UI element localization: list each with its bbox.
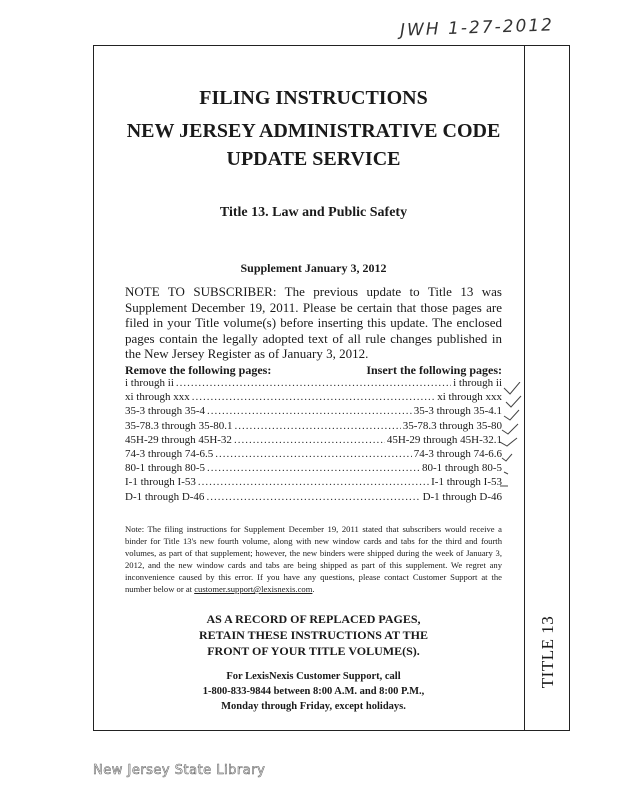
insert-header: Insert the following pages:	[366, 363, 502, 377]
table-row: 74-3 through 74-6.5 ..... 74-3 through 74-6.6	[125, 448, 502, 462]
table-row: i through ii ..... i through ii	[125, 377, 502, 391]
spine-label: TITLE 13	[538, 615, 557, 689]
note-to-subscriber: NOTE TO SUBSCRIBER: The previous update to Title 13 was Supplement December 19, 2011. Please be certain that those pages are filed in your Title volume(s) before inserting this update. The enclosed pages contain the legally adopted text of all rule changes published in the New Jersey Register as of January 3, 2012.	[125, 284, 502, 361]
table-row: xi through xxx ..... xi through xxx	[125, 391, 502, 405]
supplement-date: Supplement January 3, 2012	[240, 261, 387, 275]
heading-filing-instructions: FILING INSTRUCTIONS	[199, 87, 428, 109]
pages-table	[125, 377, 502, 505]
heading-njac: NEW JERSEY ADMINISTRATIVE CODE	[126, 120, 501, 142]
record-instructions: AS A RECORD OF REPLACED PAGES, RETAIN THESE INSTRUCTIONS AT THE FRONT OF YOUR TITLE VOLUME(S).	[199, 612, 428, 658]
customer-support-info: For LexisNexis Customer Support, call 1-800-833-9844 between 8:00 A.M. and 8:00 P.M., Monday through Friday, except holidays.	[202, 671, 425, 712]
table-row: 35-78.3 through 35-80.1 ..... 35-78.3 through 35-80	[125, 420, 502, 434]
table-row: 35-3 through 35-4 ..... 35-3 through 35-4.1	[125, 405, 502, 419]
table-header	[125, 363, 502, 378]
table-row: D-1 through D-46 ..... D-1 through D-46	[125, 491, 502, 505]
table-row: I-1 through I-53 ..... I-1 through I-53	[125, 476, 502, 490]
title-line: Title 13. Law and Public Safety	[219, 205, 408, 220]
library-stamp: New Jersey State Library	[93, 763, 266, 778]
support-email-link[interactable]: customer.support@lexisnexis.com	[194, 584, 313, 594]
table-row: 80-1 through 80-5 ..... 80-1 through 80-5	[125, 462, 502, 476]
remove-header: Remove the following pages:	[125, 363, 272, 377]
small-note: Note: The filing instructions for Supplement December 19, 2011 stated that subscribers would receive a binder for Title 13's new fourth volume, along with new window cards and tabs for the third and fourth volumes, as part of that supplement; however, the new binders were shipped during the week of January 3, 2012, and the new window cards and tabs are being shipped as part of this supplement. We regret any inconvenience caused by this error. If you have any questions, please contact Customer Support at the number below or at customer.support@lexisnexis.com.	[125, 524, 502, 594]
table-row: 45H-29 through 45H-32 ..... 45H-29 through 45H-32.1	[125, 434, 502, 448]
heading-update-service: UPDATE SERVICE	[226, 148, 401, 170]
handwritten-note: JWH 1-27-2012	[399, 15, 555, 41]
handwritten-checkmarks	[500, 382, 524, 492]
